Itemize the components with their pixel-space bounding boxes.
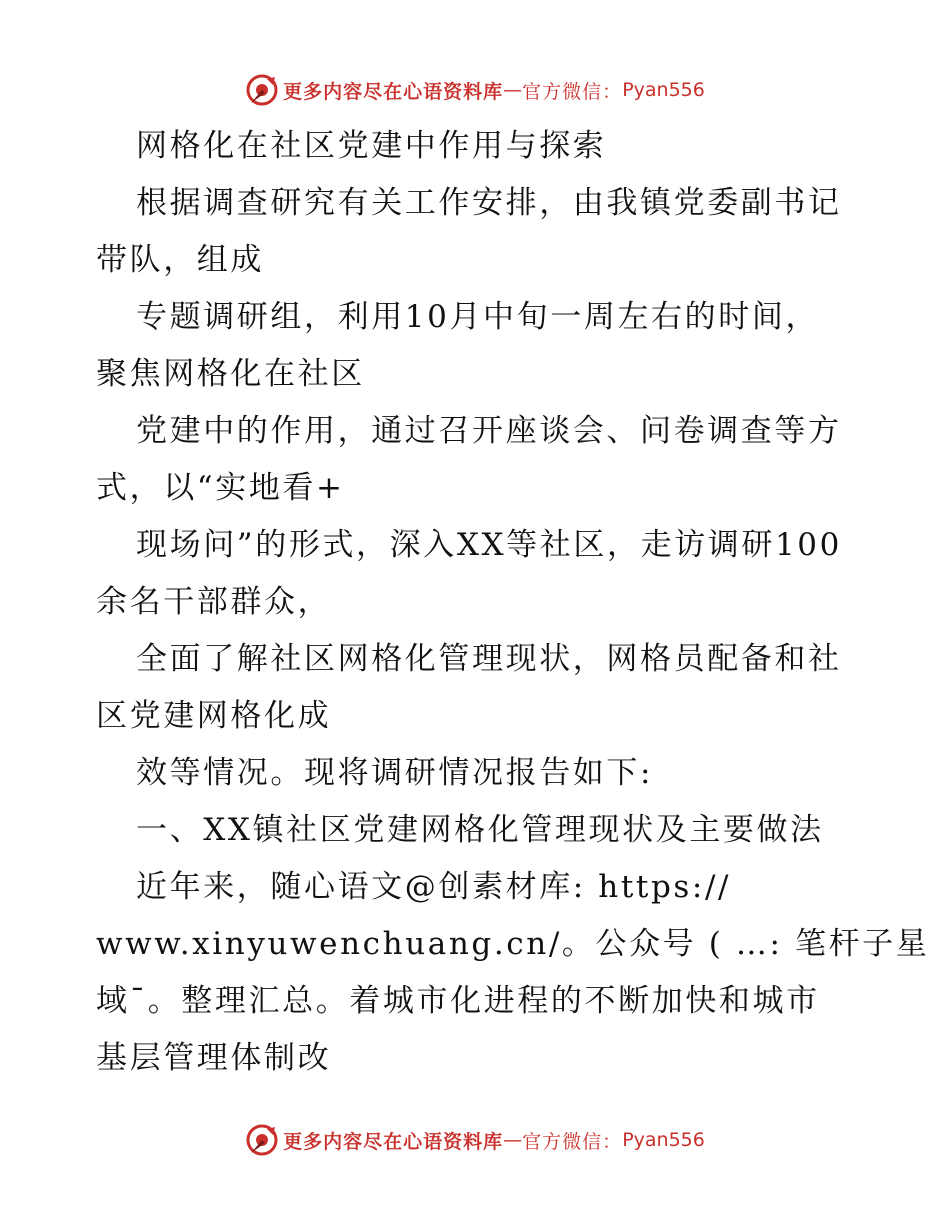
paragraph-line: 效等情况。现将调研情况报告如下:: [136, 755, 654, 791]
document-body: [96, 118, 930, 1087]
paragraph-line: 聚焦网格化在社区: [96, 356, 365, 392]
watermark-footer: [0, 1120, 950, 1160]
watermark-brand: 更多内容尽在心语资料库: [283, 1130, 504, 1153]
paragraph-line: 现场问”的形式，深入XX等社区，走访调研100: [136, 527, 842, 563]
paragraph-line: 余名干部群众，: [96, 584, 332, 620]
watermark-separator: —: [503, 1129, 523, 1151]
logo-icon: [245, 73, 279, 107]
paragraph-line: 根据调查研究有关工作安排，由我镇党委副书记: [136, 185, 842, 221]
logo-icon: [245, 1123, 279, 1157]
paragraph-line: 党建中的作用，通过召开座谈会、问卷调查等方: [136, 413, 842, 449]
watermark-official: 官方微信：: [522, 80, 623, 103]
paragraph-line: 式，以“实地看+: [96, 470, 345, 506]
watermark-id: Pyan556: [622, 79, 705, 101]
watermark-brand: 更多内容尽在心语资料库: [283, 80, 504, 103]
document-title: 网格化在社区党建中作用与探索: [136, 128, 607, 164]
paragraph-line: 带队，组成: [96, 242, 264, 278]
paragraph-line: 专题调研组，利用10月中旬一周左右的时间，: [136, 299, 820, 335]
section-heading: 一、XX镇社区党建网格化管理现状及主要做法: [136, 812, 824, 848]
paragraph-line: www.xinyuwenchuang.cn/。公众号 ( …: 笔杆子星: [96, 926, 930, 962]
watermark-separator: —: [503, 79, 523, 101]
watermark-header: [0, 70, 950, 110]
paragraph-line: 基层管理体制改: [96, 1040, 332, 1076]
paragraph-line: 域¯。整理汇总。着城市化进程的不断加快和城市: [96, 983, 820, 1019]
watermark-id: Pyan556: [622, 1129, 705, 1151]
paragraph-line: 区党建网格化成: [96, 698, 332, 734]
paragraph-line: 全面了解社区网格化管理现状，网格员配备和社: [136, 641, 842, 677]
paragraph-line: 近年来，随心语文@创素材库: https://: [136, 869, 732, 905]
watermark-official: 官方微信：: [522, 1130, 623, 1153]
